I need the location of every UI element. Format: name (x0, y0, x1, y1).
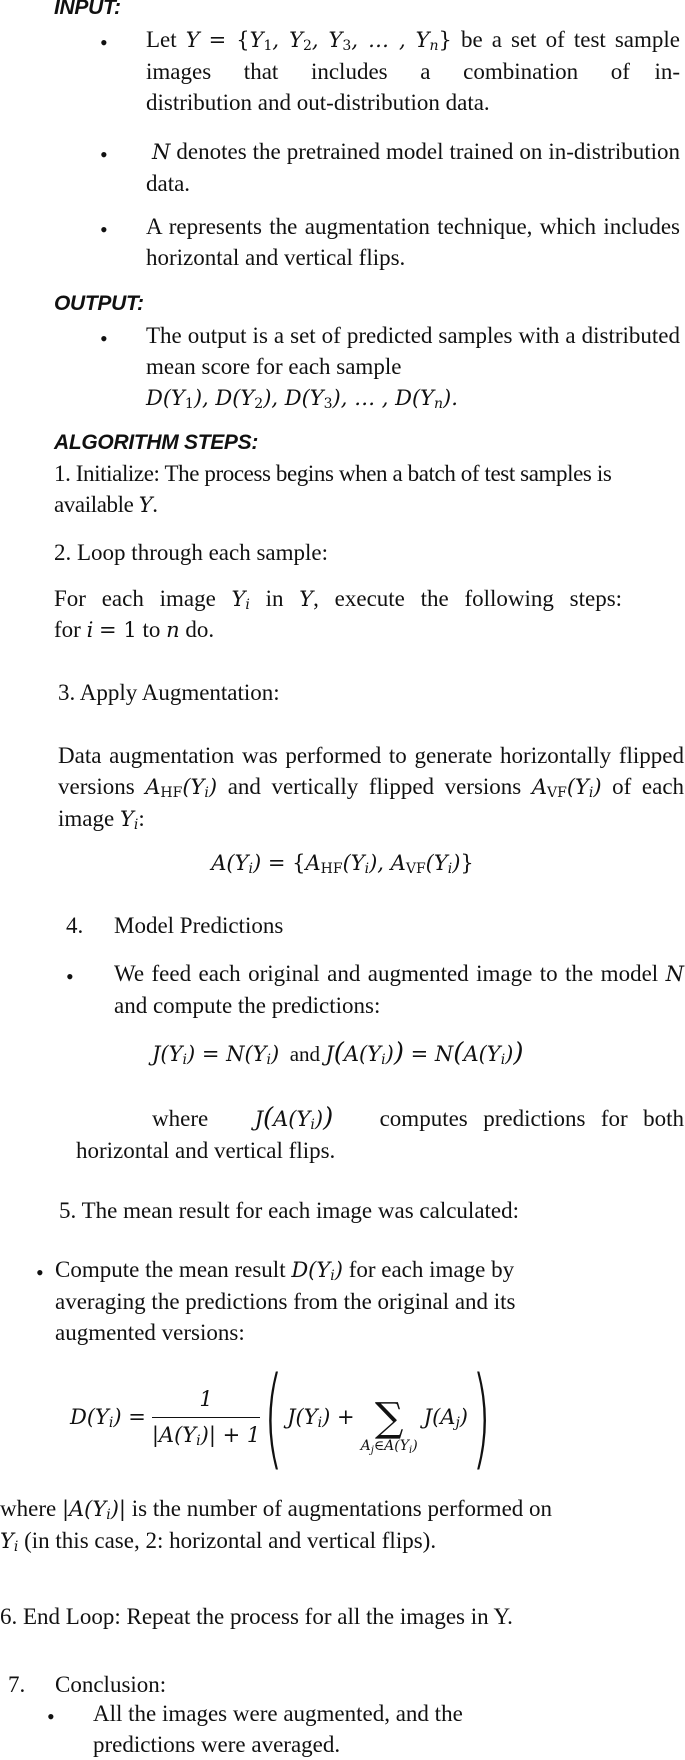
step-5-bullet (55, 1254, 595, 1348)
mean-equation (70, 1353, 503, 1481)
step-3-paragraph (58, 740, 684, 835)
text: Let (146, 27, 186, 52)
step-6: 6. End Loop: Repeat the process for all the images in Y. (0, 1604, 513, 1629)
bullet-icon: • (100, 142, 108, 167)
input-bullet-3: A represents the augmentation technique, which includes horizontal and vertical flips. (146, 214, 680, 270)
text: in (265, 586, 284, 611)
math: $D(Y_i)$ (291, 1258, 343, 1284)
math-set-y: Y (185, 28, 200, 52)
bullet-icon: • (100, 217, 108, 242)
text: for each image by averaging the predictions from the original and its augmented versions: (55, 1257, 516, 1345)
text: and vertically flipped versions (227, 774, 522, 799)
math-n: n (166, 618, 180, 642)
step-5-title: 5. The mean result for each image was calculated: (59, 1198, 520, 1223)
text: and compute the predictions: (114, 993, 381, 1018)
math: $J(Y_i)$ + (287, 1404, 355, 1431)
text: is the number of augmentations performed on (131, 1496, 553, 1521)
text: : (138, 806, 145, 831)
bullet-icon: • (66, 964, 74, 989)
math: = { (208, 28, 250, 52)
text: and (289, 1042, 321, 1066)
math: = { (267, 851, 306, 875)
input-bullet-1: Let $Y = \{Y_1$, $Y_2$, $Y_3$, … , $Y_n$} be a set of test sample images that includes a combination of in-distribution and out-distribution data. (146, 27, 680, 115)
text: where (152, 1106, 209, 1131)
right-paren: ) (471, 1353, 492, 1481)
step-2-line-2 (54, 614, 214, 646)
input-bullet-2 (146, 136, 680, 199)
math-ahf: $A_{HF}(Y_i)$ (145, 775, 218, 801)
algorithm-heading: ALGORITHM STEPS: (54, 431, 259, 454)
sum-limit: $A_j\in A(Y_i)$ (360, 1438, 418, 1456)
text: 1. Initialize: The process begins when a batch of test samples is available (54, 461, 612, 517)
math: } (460, 851, 474, 875)
bullet-icon: • (47, 1704, 55, 1729)
step-1 (54, 458, 684, 521)
math: $A(Y_i)$ (211, 851, 268, 877)
step-4-number: 4. (66, 913, 84, 938)
math: $J(A(Y_i)) = N(A(Y_i))$ (325, 1038, 524, 1068)
step-4-bullet (114, 958, 684, 1021)
step-4-title: Model Predictions (114, 913, 284, 938)
numerator: 1 (152, 1384, 260, 1418)
text: computes predictions for both horizontal and vertical flips. (76, 1106, 685, 1163)
math: $J(A(Y_i))$ (254, 1103, 334, 1133)
math-n: N (152, 140, 171, 164)
step-2-line-1 (54, 583, 684, 615)
output-math-list: $D(Y_1)$, $D(Y_2)$, $D(Y_3)$, … , $D(Y_n)$. (146, 386, 458, 412)
math-avf: $A_{VF}(Y_i)$ (531, 775, 602, 801)
math-yi: $Y_i$ (231, 587, 250, 613)
step-7-number: 7. (8, 1672, 26, 1697)
step-2-title: 2. Loop through each sample: (54, 540, 329, 565)
text: (in this case, 2: horizontal and vertical flips). (24, 1528, 437, 1553)
text: to (142, 617, 161, 642)
text: . (152, 492, 158, 517)
text: for (54, 617, 81, 642)
output-heading: OUTPUT: (54, 292, 144, 315)
bullet-icon: • (36, 1260, 44, 1285)
prediction-equation (152, 1038, 524, 1070)
output-bullet-1 (146, 320, 680, 382)
text: For each image (54, 586, 216, 611)
sigma-symbol: ∑ (374, 1395, 404, 1441)
math-y: Y (299, 587, 314, 611)
summation (360, 1395, 418, 1456)
fraction (152, 1384, 260, 1451)
math-yi: $Y_i$ (119, 807, 139, 833)
math: $Y_i$ (0, 1529, 19, 1555)
math: $Y_1$, $Y_2$, $Y_3$, … , $Y_n$ (249, 28, 439, 54)
bullet-icon: • (100, 326, 108, 351)
step-7-title: Conclusion: (55, 1672, 167, 1697)
math-i: i (86, 618, 94, 642)
text: The output is a set of predicted samples with a distributed mean score for each sample (146, 323, 680, 379)
math: = 1 (99, 618, 137, 642)
step-5-note (0, 1493, 680, 1557)
denominator: $|A(Y_i)| + 1$ (151, 1422, 261, 1449)
math: $J(Y_i) = N(Y_i)$ (152, 1042, 280, 1068)
math: $|A(Y_i)|$ (61, 1497, 126, 1523)
text: Data augmentation was performed to generate horizontally flipped versions (58, 743, 684, 799)
text: , execute the following steps: (313, 586, 623, 611)
math: $A_{HF}(Y_i)$, $A_{VF}(Y_i)$ (305, 851, 461, 877)
math-n: N (665, 962, 684, 986)
math: } (438, 28, 452, 52)
text: Compute the mean result (55, 1257, 286, 1282)
step-3-title: 3. Apply Augmentation: (58, 680, 280, 705)
step-4-where (76, 1103, 684, 1166)
text: do. (185, 617, 215, 642)
math: $D(Y_i)$ = (70, 1404, 146, 1431)
left-paren: ( (264, 1353, 284, 1481)
text: We feed each original and augmented image to the model (114, 961, 659, 986)
math-y: Y (138, 493, 153, 517)
bullet-icon: • (100, 30, 108, 55)
text: where (0, 1496, 57, 1521)
input-heading: INPUT: (54, 0, 121, 19)
text: of each image (58, 774, 685, 831)
step-7-bullet: All the images were augmented, and the predictions were averaged. (93, 1701, 463, 1757)
text: denotes the pretrained model trained on in-distribution data. (146, 139, 680, 196)
augmentation-equation (0, 848, 685, 879)
math: $J(A_j)$ (423, 1404, 468, 1431)
